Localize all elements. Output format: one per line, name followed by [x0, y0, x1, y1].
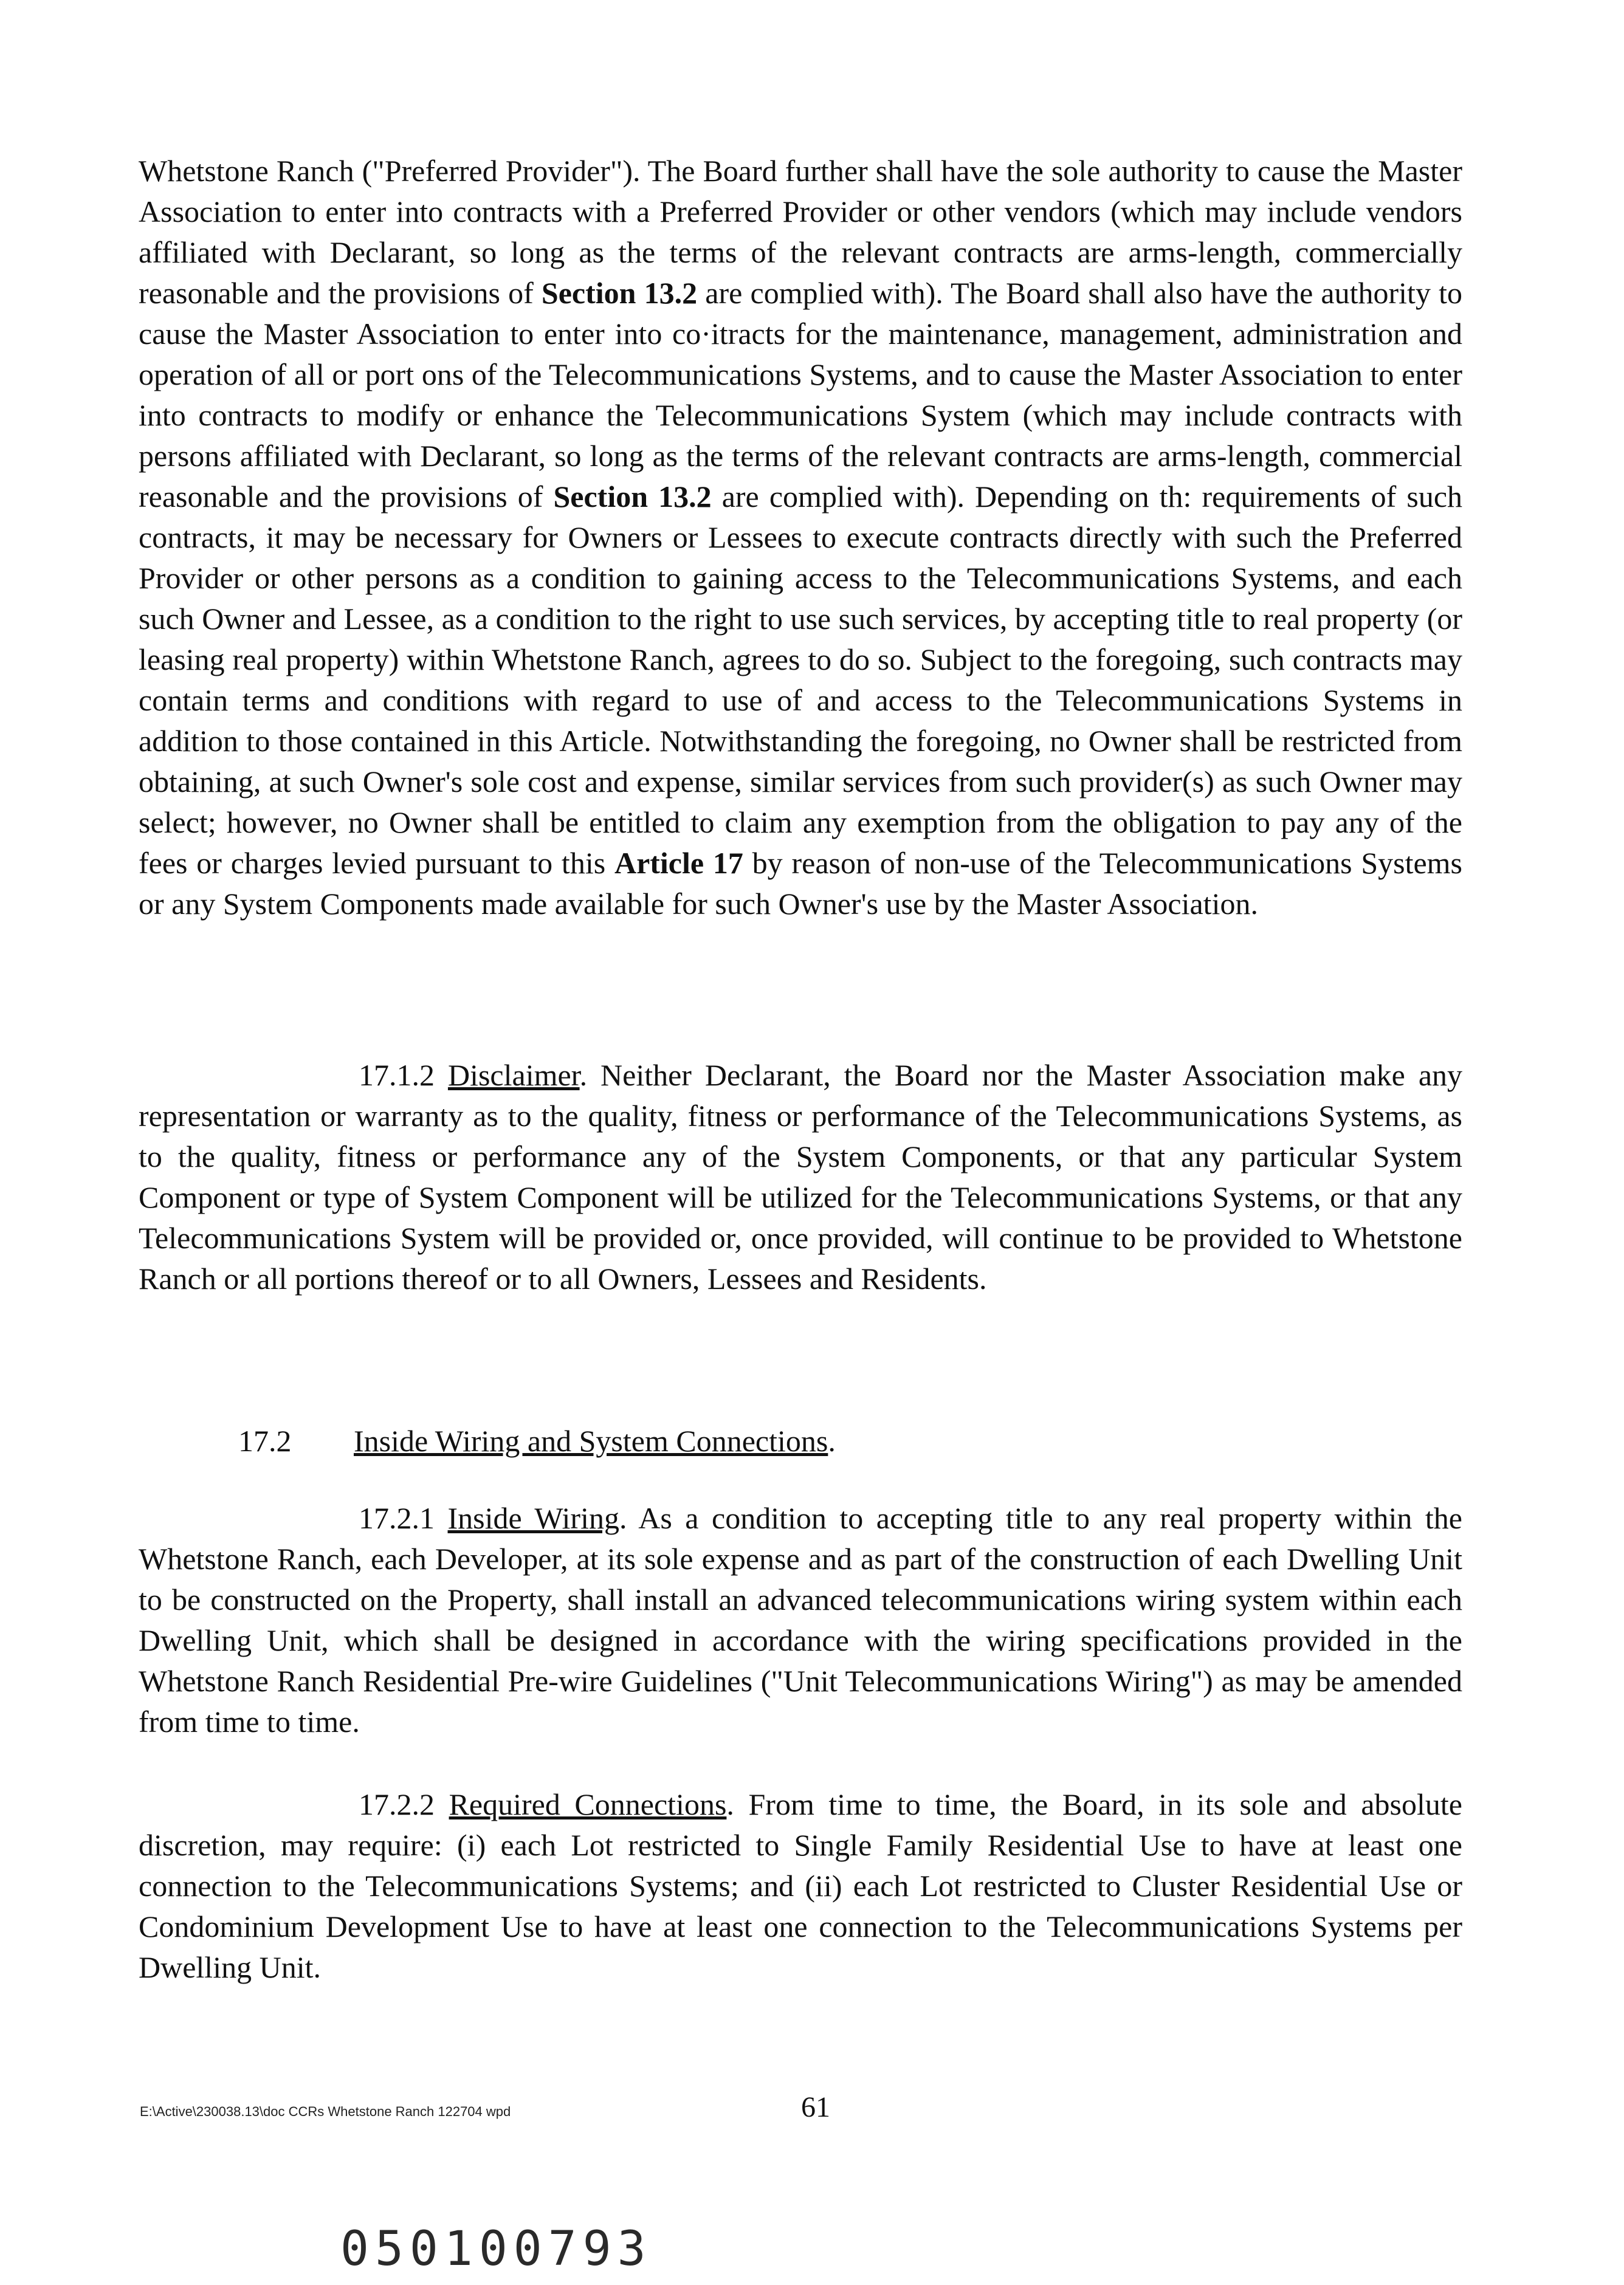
section-reference: Section 13.2: [541, 276, 698, 310]
paragraph-preferred-provider: [139, 151, 1462, 924]
section-text: . From time to time, the Board, in its sole and absolute discretion, may require: (i) each Lot restricted to Single Family Residential Use to have at least one connection to the Telecommunications Systems; and (ii) each Lot restricted to Cluster Residential Use or Condominium Development Use to have at least one connection to the Telecommunications Systems per Dwelling Unit.: [139, 1787, 1462, 1984]
footer-file-path: E:\Active\230038.13\doc CCRs Whetstone Ranch 122704 wpd: [140, 2104, 511, 2119]
section-17-1-2-disclaimer: [139, 1055, 1462, 1299]
section-title: Inside Wiring: [447, 1501, 619, 1535]
article-reference: Article 17: [614, 846, 743, 880]
paragraph-text: Whetstone Ranch ("Preferred Provider"). The Board further shall have the sole authority to cause the Master Association to enter into contracts with a Preferred Provider or other vendors (which may include vendors affiliated with Declarant, so long as the terms of the relevant contracts are arms-length, commercially reasonable and the provisions of: [139, 154, 1462, 310]
section-title: Inside Wiring and System Connections: [354, 1424, 828, 1458]
section-number: 17.2.1: [359, 1501, 435, 1535]
document-number: 050100793: [340, 2222, 652, 2276]
paragraph-text: are complied with). The Board shall also have the authority to cause the Master Association to enter into co·itracts for the maintenance, management, administration and operation of all or port ons of the Telecommunications Systems, and to cause the Master Association to enter into contracts to modify or enhance the Telecommunications System (which may include contracts with persons affiliated with Declarant, so long as the terms of the relevant contracts are arms-length, commercial reasonable and the provisions of: [139, 276, 1463, 514]
section-number: 17.1.2: [359, 1058, 435, 1092]
section-reference: Section 13.2: [553, 479, 712, 514]
section-17-2-heading: [238, 1421, 836, 1462]
section-title: Disclaimer: [447, 1058, 580, 1092]
section-title-period: .: [828, 1424, 836, 1458]
section-text: . As a condition to accepting title to any real property within the Whetstone Ranch, each Developer, at its sole expense and as part of the construction of each Dwelling Unit to be constructed on the Property, shall install an advanced telecommunications wiring system within each Dwelling Unit, which shall be designed in accordance with the wiring specifications provided in the Whetstone Ranch Residential Pre-wire Guidelines ("Unit Telecommunications Wiring") as may be amended from time to time.: [139, 1501, 1463, 1739]
paragraph-text: by reason of non-use of the Telecommunications Systems or any System Components made available for such Owner's use by the Master Association.: [139, 846, 1463, 921]
page-number: 61: [801, 2091, 830, 2123]
section-17-2-2-required-connections: [139, 1784, 1462, 1988]
section-17-2-1-inside-wiring: [139, 1498, 1462, 1742]
section-number: 17.2.2: [359, 1787, 435, 1821]
section-text: . Neither Declarant, the Board nor the Master Association make any representation or warranty as to the quality, fitness or performance of the Telecommunications Systems, as to the quality, fitness or performance any of the System Components, or that any particular System Component or type of System Component will be utilized for the Telecommunications Systems, or that any Telecommunications System will be provided or, once provided, will continue to be provided to Whetstone Ranch or all portions thereof or to all Owners, Lessees and Residents.: [139, 1058, 1463, 1296]
paragraph-text: are complied with). Depending on th: requirements of such contracts, it may be necessary for Owners or Lessees to execute contracts directly with such the Preferred Provider or other persons as a condition to gaining access to the Telecommunications Systems, and each such Owner and Lessee, as a condition to the right to use such services, by accepting title to real property (or leasing real property) within Whetstone Ranch, agrees to do so. Subject to the foregoing, such contracts may contain terms and conditions with regard to use of and access to the Telecommunications Systems in addition to those contained in this Article. Notwithstanding the foregoing, no Owner shall be restricted from obtaining, at such Owner's sole cost and expense, similar services from such provider(s) as such Owner may select; however, no Owner shall be entitled to claim any exemption from the obligation to pay any of the fees or charges levied pursuant to this: [139, 479, 1463, 880]
section-title: Required Connections: [449, 1787, 727, 1821]
section-number: 17.2: [238, 1424, 292, 1458]
